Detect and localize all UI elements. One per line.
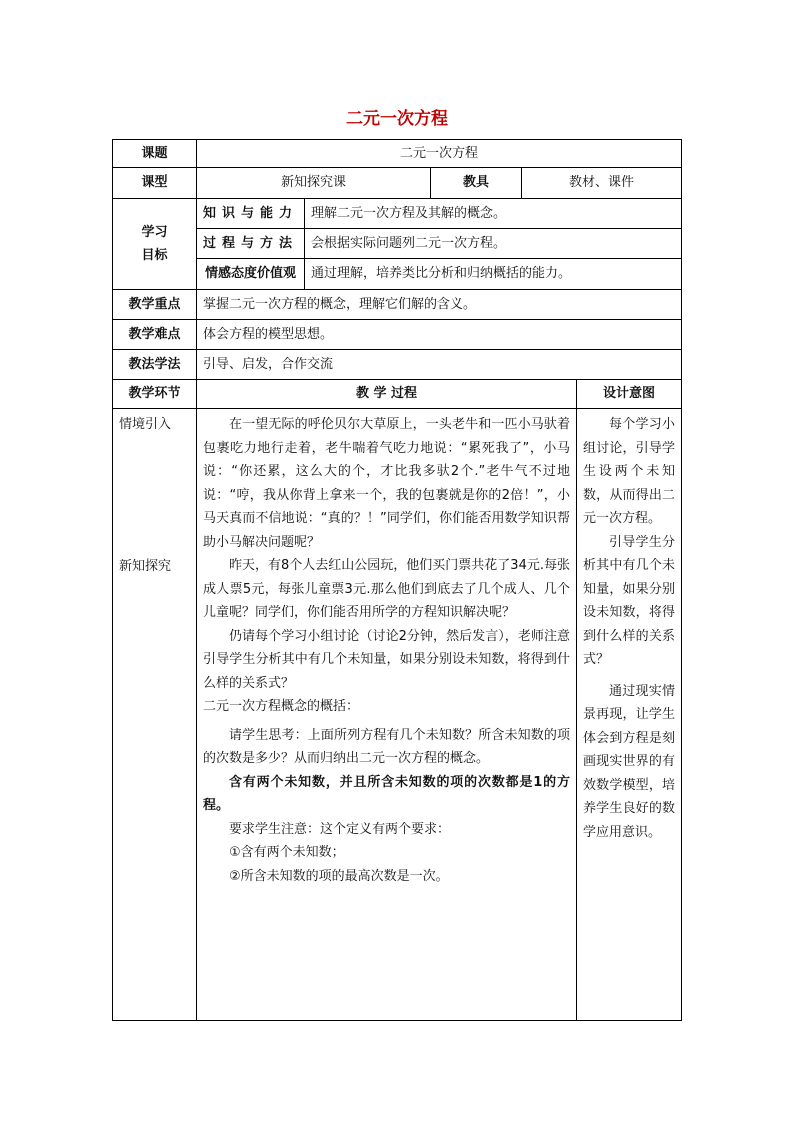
stage-column bbox=[113, 409, 197, 1021]
tools-value: 教材、课件 bbox=[522, 168, 682, 199]
row-method bbox=[113, 350, 682, 380]
row-process-body bbox=[113, 409, 682, 1021]
stage-header: 教学环节 bbox=[113, 380, 197, 409]
process-header: 教 学 过程 bbox=[197, 380, 577, 409]
goal-text-knowledge: 理解二元一次方程及其解的概念。 bbox=[305, 199, 682, 229]
goal-label-knowledge: 知识与能力 bbox=[197, 199, 305, 229]
difficult-value: 体会方程的模型思想。 bbox=[197, 320, 682, 350]
difficult-label: 教学难点 bbox=[113, 320, 197, 350]
type-value: 新知探究课 bbox=[197, 168, 431, 199]
process-paragraph: 请学生思考：上面所列方程有几个未知数？所含未知数的项的次数是多少？从而归纳出二元一次方程的概念。 bbox=[203, 727, 570, 766]
goals-label-line-2: 目标 bbox=[141, 248, 168, 263]
row-goal-attitude bbox=[113, 259, 682, 290]
goal-label-process: 过程与方法 bbox=[197, 229, 305, 259]
topic-value: 二元一次方程 bbox=[197, 140, 682, 168]
design-note: 通过现实情景再现，让学生体会到方程是刻画现实世界的有效数学模型，培养学生良好的数学应用意识。 bbox=[583, 683, 675, 840]
goal-text-attitude: 通过理解，培养类比分析和归纳概括的能力。 bbox=[305, 259, 682, 290]
goals-label-line-1: 学习 bbox=[141, 225, 168, 240]
design-column bbox=[577, 409, 682, 1021]
row-difficulty bbox=[113, 320, 682, 350]
process-paragraph: 在一望无际的呼伦贝尔大草原上，一头老牛和一匹小马驮着包裹吃力地行走着，老牛喘着气吃力地说：“累死我了”，小马说：“你还累，这么大的个，才比我多驮2个.”老牛气不过地说：“哼，我从你背上拿来一个，我的包裹就是你的2倍！”，小马天真而不信地说：“真的？！”同学们，你们能否用数学知识帮助小马解决问题呢？ bbox=[203, 417, 570, 550]
process-paragraph: 要求学生注意：这个定义有两个要求： bbox=[229, 821, 451, 837]
row-type bbox=[113, 168, 682, 199]
goals-label bbox=[113, 199, 197, 290]
requirement-item: ①含有两个未知数； bbox=[229, 845, 345, 860]
goal-text-process: 会根据实际问题列二元一次方程。 bbox=[305, 229, 682, 259]
process-content bbox=[197, 409, 577, 1021]
design-note: 引导学生分析其中有几个未知量，如果分别设未知数，将得到什么样的关系式？ bbox=[583, 534, 675, 667]
type-label: 课型 bbox=[113, 168, 197, 199]
key-value: 掌握二元一次方程的概念，理解它们解的含义。 bbox=[197, 290, 682, 320]
definition-text: 含有两个未知数，并且所含未知数的项的次数都是1的方程。 bbox=[203, 774, 570, 813]
tools-label: 教具 bbox=[431, 168, 522, 199]
goal-label-attitude: 情感态度价值观 bbox=[197, 259, 305, 290]
topic-label: 课题 bbox=[113, 140, 197, 168]
process-subheading: 二元一次方程概念的概括： bbox=[203, 699, 360, 714]
row-goal-process bbox=[113, 229, 682, 259]
row-goal-knowledge bbox=[113, 199, 682, 229]
design-note: 每个学习小组讨论，引导学生设两个未知数，从而得出二元一次方程。 bbox=[583, 417, 675, 526]
method-value: 引导、启发，合作交流 bbox=[197, 350, 682, 380]
document-title: 二元一次方程 bbox=[346, 109, 448, 129]
requirement-item: ②所含未知数的项的最高次数是一次。 bbox=[229, 868, 449, 884]
method-label: 教法学法 bbox=[113, 350, 197, 380]
row-key-point bbox=[113, 290, 682, 320]
process-paragraph: 昨天，有8个人去红山公园玩，他们买门票共花了34元.每张成人票5元，每张儿童票3元.那么他们到底去了几个成人、几个儿童呢？同学们，你们能否用所学的方程知识解决呢？ bbox=[203, 558, 570, 620]
stage-intro: 情境引入 bbox=[119, 417, 172, 432]
key-label: 教学重点 bbox=[113, 290, 197, 320]
design-header: 设计意图 bbox=[577, 380, 682, 409]
stage-explore: 新知探究 bbox=[119, 558, 172, 574]
row-process-header bbox=[113, 380, 682, 409]
process-paragraph: 仍请每个学习小组讨论（讨论2分钟，然后发言），老师注意引导学生分析其中有几个未知量，如果分别设未知数，将得到什么样的关系式？ bbox=[203, 628, 570, 691]
row-topic bbox=[113, 140, 682, 168]
lesson-plan-table bbox=[112, 139, 682, 1021]
